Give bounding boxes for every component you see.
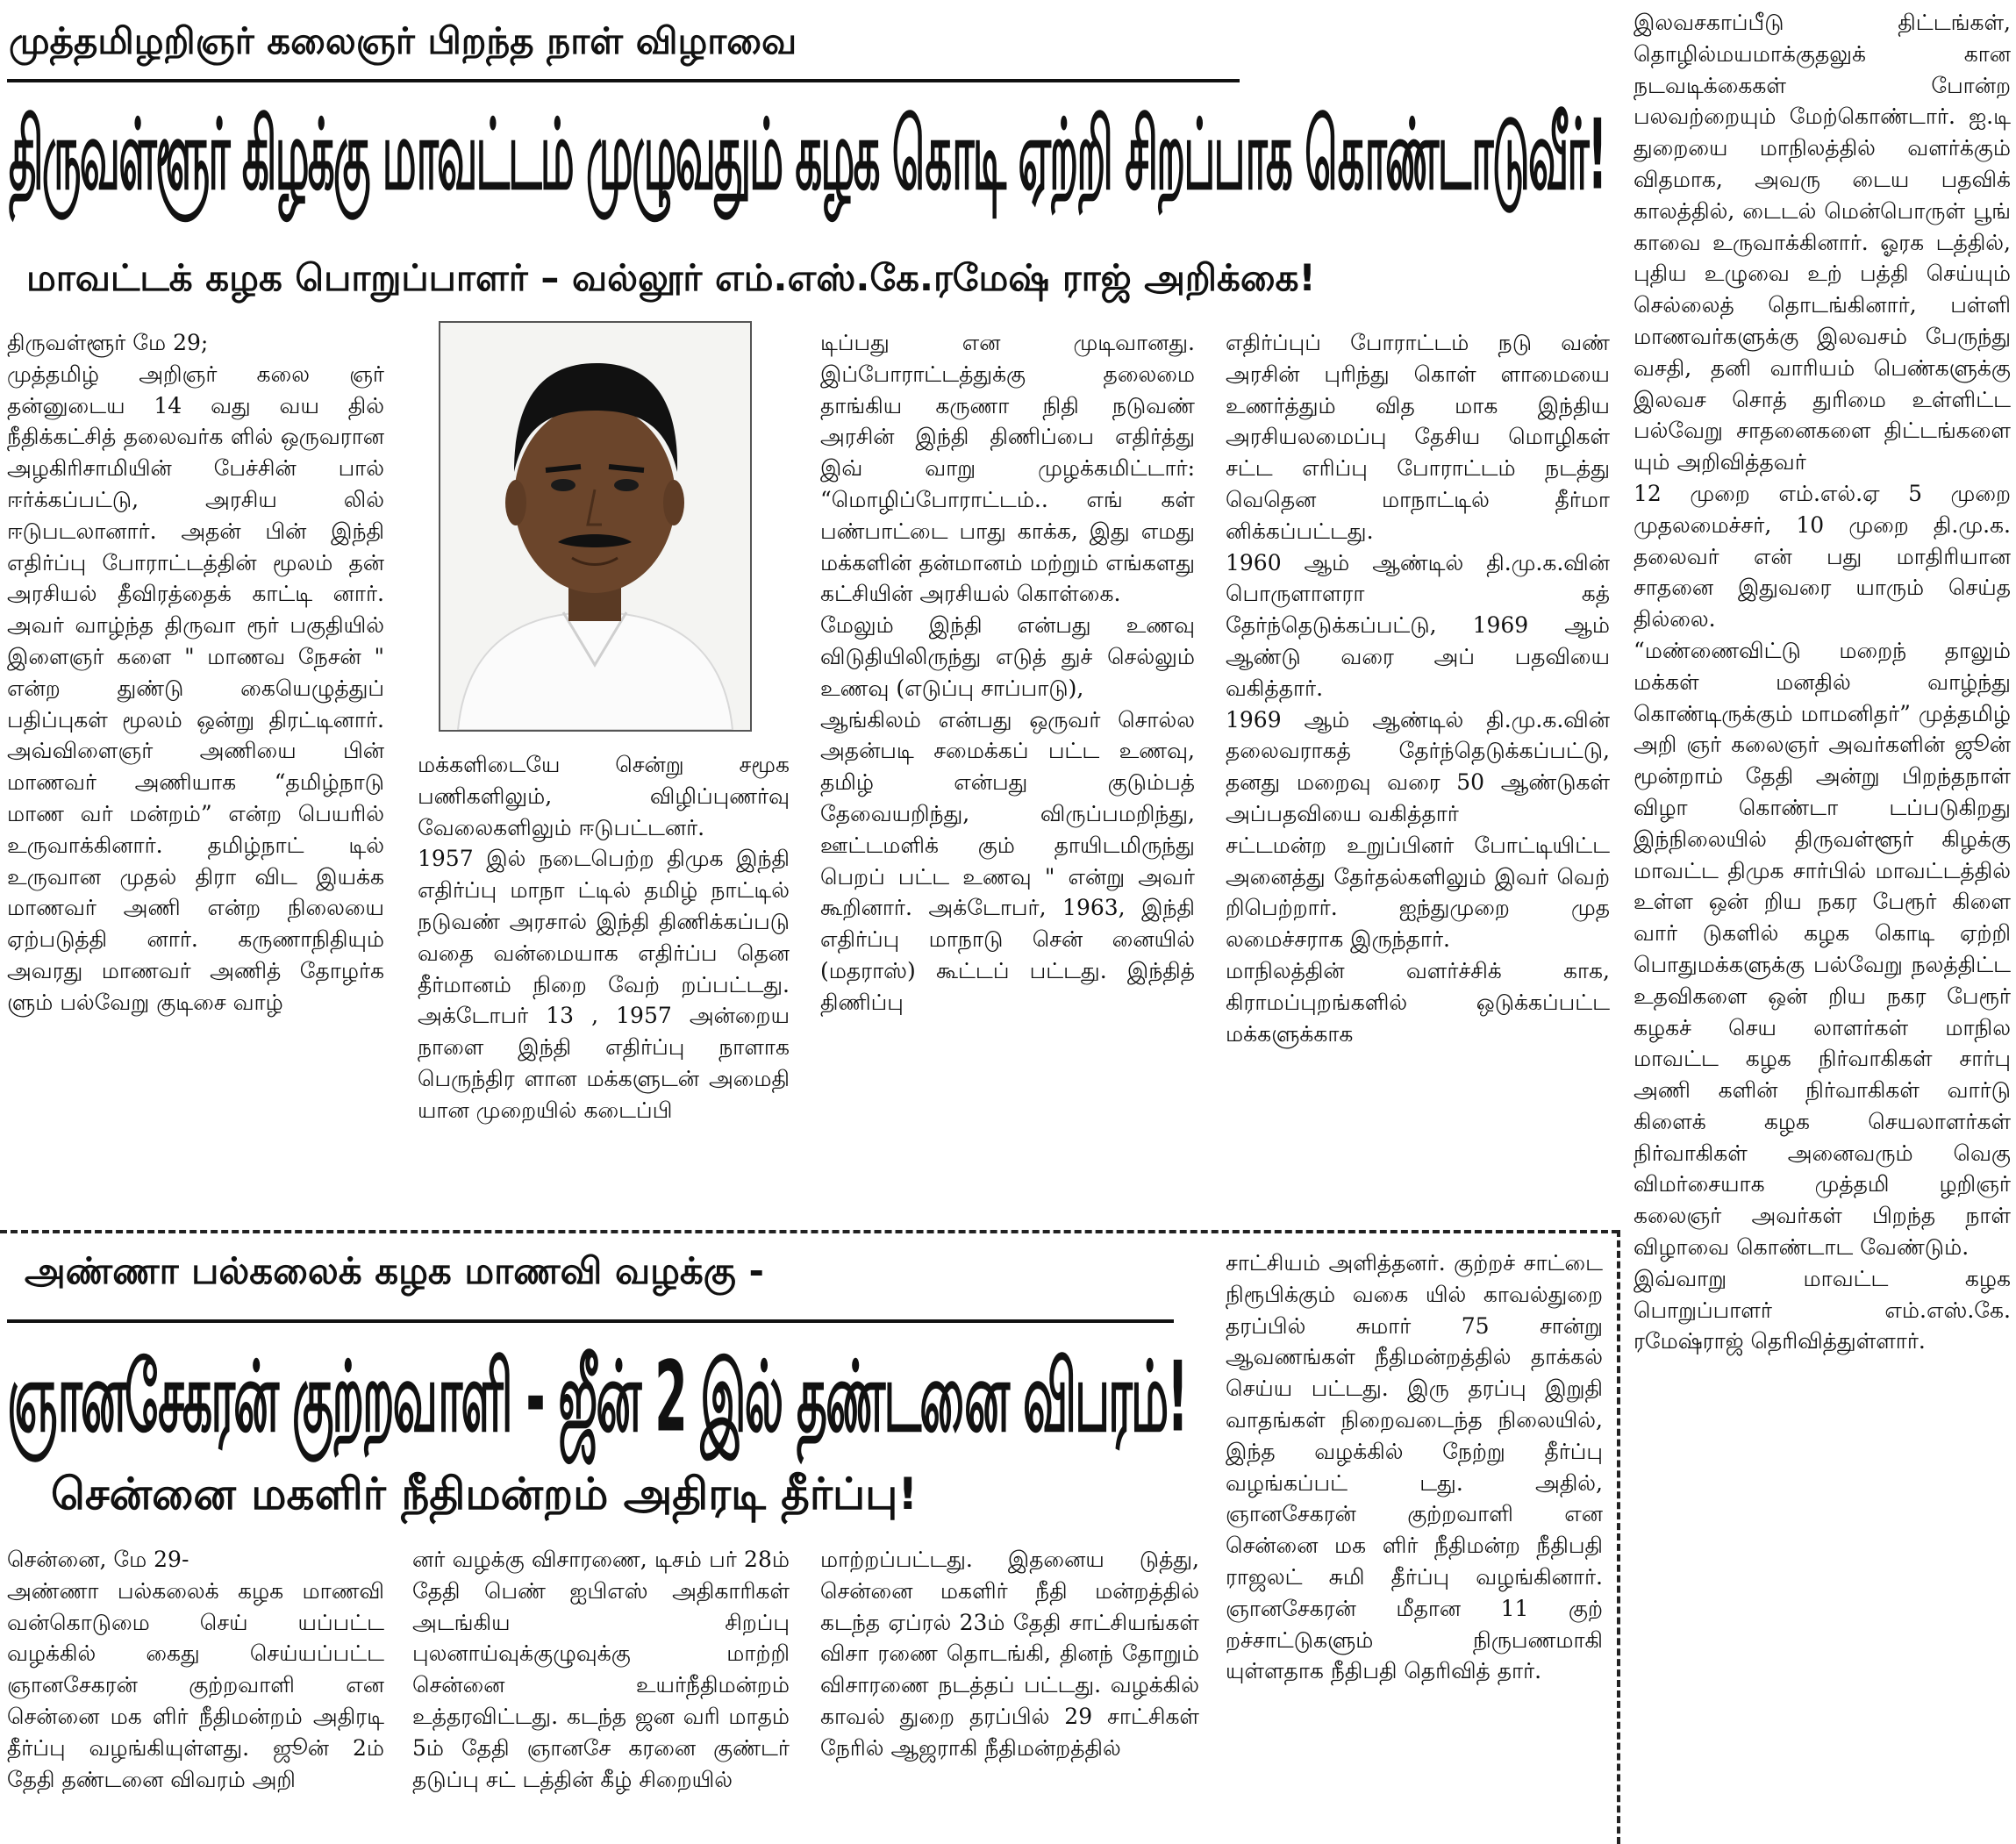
section-divider [0, 1230, 1619, 1233]
kicker-underline [7, 79, 1240, 82]
article2-column-3: மாற்றப்பட்டது. இதனைய டுத்து, சென்னை மகளிர் நீதி மன்றத்தில் கடந்த ஏப்ரல் 23ம் தேதி சாட்சியங்கள் விசா ரணை தொடங்கி, தினந் தோறும் விசாரணை நடத்தப் பட்டது. வழக்கில் காவல் துறை தரப்பில் 29 சாட்சிகள் நேரில் ஆஜராகி நீதிமன்றத்தில் [820, 1547, 1199, 1761]
article2-column-1: சென்னை, மே 29- அண்ணா பல்கலைக் கழக மாணவி வன்கொடுமை செய் யப்பட்ட வழக்கில் கைது செய்யப்பட்ட ஞானசேகரன் குற்றவாளி என சென்னை மக ளிர் நீதிமன்றம் அதிரடி தீர்ப்பு வழங்கியுள்ளது. ஜூன் 2ம் தேதி தண்டனை விவரம் அறி [7, 1547, 384, 1792]
article1-column-3: டிப்பது என முடிவானது. இப்போராட்டத்துக்கு தலைமை தாங்கிய கருணா நிதி நடுவண் அரசின் இந்தி திணிப்பை எதிர்த்து இவ் வாறு முழக்கமிட்டார்: “மொழிப்போராட்டம்.. எங் கள் பண்பாட்டை பாது காக்க, இது எமது மக்களின் தன்மானம் மற்றும் எங்களது கட்சியின் அரசியல் கொள்கை. மேலும் இந்தி என்பது உணவு விடுதியிலிருந்து எடுத் துச் செல்லும் உணவு (எடுப்பு சாப்பாடு), ஆங்கிலம் என்பது ஒருவர் சொல்ல அதன்படி சமைக்கப் பட்ட உணவு, தமிழ் என்பது குடும்பத் தேவையறிந்து, விருப்பமறிந்து, ஊட்டமளிக் கும் தாயிடமிருந்து பெறப் பட்ட உணவு " என்று அவர் கூறினார். அக்டோபர், 1963, இந்தி எதிர்ப்பு மாநாடு சென் னையில் (மதராஸ்) கூட்டப் பட்டது. இந்தித் திணிப்பு [820, 330, 1195, 1015]
article2-subheadline: சென்னை மகளிர் நீதிமன்றம் அதிரடி தீர்ப்பு! [51, 1469, 919, 1519]
article1-kicker: முத்தமிழறிஞர் கலைஞர் பிறந்த நாள் விழாவை [9, 19, 797, 62]
column-divider [1617, 1230, 1620, 1844]
article2-column-2: னர் வழக்கு விசாரணை, டிசம் பர் 28ம் தேதி பெண் ஐபிஎஸ் அதிகாரிகள் அடங்கிய சிறப்பு புலனாய்வுக்குழுவுக்கு மாற்றி சென்னை உயர்நீதிமன்றம் உத்தரவிட்டது. கடந்த ஜன வரி மாதம் 5ம் தேதி ஞானசே கரனை குண்டர் தடுப்பு சட் டத்தின் கீழ் சிறையில் [412, 1547, 790, 1792]
article1-column-4: எதிர்ப்புப் போராட்டம் நடு வண் அரசின் புரிந்து கொள் ளாமையை உணர்த்தும் வித மாக இந்திய அரசியலமைப்பு தேசிய மொழிகள் சட்ட எரிப்பு போராட்டம் நடத்து வெதென மாநாட்டில் தீர்மா னிக்கப்பட்டது. 1960 ஆம் ஆண்டில் தி.மு.க.வின் பொருளாளரா கத் தேர்ந்தெடுக்கப்பட்டு, 1969 ஆம் ஆண்டு வரை அப் பதவியை வகித்தார். 1969 ஆம் ஆண்டில் தி.மு.க.வின் தலைவராகத் தேர்ந்தெடுக்கப்பட்டு, தனது மறைவு வரை 50 ஆண்டுகள் அப்பதவியை வகித்தார் சட்டமன்ற உறுப்பினர் போட்டியிட்ட அனைத்து தேர்தல்களிலும் இவர் வெற் றிபெற்றார். ஐந்துமுறை முத லமைச்சராக இருந்தார். மாநிலத்தின் வளர்ச்சிக் காக, கிராமப்புறங்களில் ஒடுக்கப்பட்ட மக்களுக்காக [1226, 330, 1610, 1047]
article1-column-1: திருவள்ளூர் மே 29; முத்தமிழ் அறிஞர் கலை ஞர் தன்னுடைய 14 வது வய தில் நீதிக்கட்சித் தலைவர்க ளில் ஒருவரான அழகிரிசாமியின் பேச்சின் பால் ஈர்க்கப்பட்டு, அரசிய லில் ஈடுபடலானார். அதன் பின் இந்தி எதிர்ப்பு போராட்டத்தின் மூலம் தன் அரசியல் தீவிரத்தைக் காட்டி னார். அவர் வாழ்ந்த திருவா ரூர் பகுதியில் இளைஞர் களை " மாணவ நேசன் " என்ற துண்டு கையெழுத்துப் பதிப்புகள் மூலம் ஒன்று திரட்டினார். அவ்விளைஞர் அணியை பின் மாணவர் அணியாக “தமிழ்நாடு மாண வர் மன்றம்” என்ற பெயரில் உருவாக்கினார். தமிழ்நாட் டில் உருவான முதல் திரா விட இயக்க மாணவர் அணி என்ற நிலையை ஏற்படுத்தி னார். கருணாநிதியும் அவரது மாணவர் அணித் தோழர்க ளும் பல்வேறு குடிசை வாழ் [7, 330, 384, 1015]
article1-subheadline: மாவட்டக் கழக பொறுப்பாளர் – வல்லூர் எம்.எஸ்.கே.ரமேஷ் ராஜ் அறிக்கை! [26, 256, 1316, 299]
article1-column-2: மக்களிடையே சென்று சமூக பணிகளிலும், விழிப்புணர்வு வேலைகளிலும் ஈடுபட்டனர். 1957 இல் நடைபெற்ற திமுக இந்தி எதிர்ப்பு மாநா ட்டில் தமிழ் நாட்டில் நடுவண் அரசால் இந்தி திணிக்கப்படு வதை வன்மையாக எதிர்ப்ப தென தீர்மானம் நிறை வேற் றப்பட்டது. அக்டோபர் 13 , 1957 அன்றைய நாளை இந்தி எதிர்ப்பு நாளாக பெருந்திர ளான மக்களுடன் அமைதி யான முறையில் கடைப்பி [418, 752, 790, 1123]
article2-column-4: சாட்சியம் அளித்தனர். குற்றச் சாட்டை நிரூபிக்கும் வகை யில் காவல்துறை தரப்பில் சுமார் 75 சான்று ஆவணங்கள் நீதிமன்றத்தில் தாக்கல் செய்ய பட்டது. இரு தரப்பு இறுதி வாதங்கள் நிறைவடைந்த நிலையில், இந்த வழக்கில் நேற்று தீர்ப்பு வழங்கப்பட் டது. அதில், ஞானசேகரன் குற்றவாளி என சென்னை மக ளிர் நீதிமன்ற நீதிபதி ராஜலட் சுமி தீர்ப்பு வழங்கினார். ஞானசேகரன் மீதான 11 குற் றச்சாட்டுகளும் நிருபணமாகி யுள்ளதாக நீதிபதி தெரிவித் தார். [1226, 1250, 1603, 1684]
article2-kicker: அண்ணா பல்கலைக் கழக மாணவி வழக்கு - [25, 1249, 764, 1292]
portrait-image [440, 323, 750, 730]
article1-column-5: இலவசகாப்பீடு திட்டங்கள், தொழில்மயமாக்குதலுக் கான நடவடிக்கைகள் போன்ற பலவற்றையும் மேற்கொண்டார். ஐ.டி துறையை மாநிலத்தில் வளர்க்கும் விதமாக, அவரு டைய பதவிக் காலத்தில், டைடல் மென்பொருள் பூங் காவை உருவாக்கினார். ஓரக டத்தில், புதிய உழுவை உற் பத்தி செய்யும் செல்லைத் தொடங்கினார், பள்ளி மாணவர்களுக்கு இலவசம் பேருந்து வசதி, தனி வாரியம் பெண்களுக்கு இலவச சொத் துரிமை உள்ளிட்ட பல்வேறு சாதனைகளை திட்டங்களை யும் அறிவித்தவர் 12 முறை எம்.எல்.ஏ 5 முறை முதலமைச்சர், 10 முறை தி.மு.க. தலைவர் என் பது மாதிரியான சாதனை இதுவரை யாரும் செய்த தில்லை. “மண்ணைவிட்டு மறைந் தாலும் மக்கள் மனதில் வாழ்ந்து கொண்டிருக்கும் மாமனிதர்” முத்தமிழ் அறி ஞர் கலைஞர் அவர்களின் ஜூன் மூன்றாம் தேதி அன்று பிறந்தநாள் விழா கொண்டா டப்படுகிறது இந்நிலையில் திருவள்ளூர் கிழக்கு மாவட்ட திமுக சார்பில் மாவட்டத்தில் உள்ள ஒன் றிய நகர பேரூர் கிளை வார் டுகளில் கழக கொடி ஏற்றி பொதுமக்களுக்கு பல்வேறு நலத்திட்ட உதவிகளை ஒன் றிய நகர பேரூர் கழகச் செய லாளர்கள் மாநில மாவட்ட கழக நிர்வாகிகள் சார்பு அணி களின் நிர்வாகிகள் வார்டு கிளைக் கழக செயலாளர்கள் நிர்வாகிகள் அனைவரும் வெகு விமர்சையாக முத்தமி ழறிஞர் கலைஞர் அவர்கள் பிறந்த நாள் விழாவை கொண்டாட வேண்டும். இவ்வாறு மாவட்ட கழக பொறுப்பாளர் எம்.எஸ்.கே. ரமேஷ்ராஜ் தெரிவித்துள்ளார். [1634, 10, 2011, 1354]
author-photo [439, 321, 752, 732]
article2-kicker-underline [7, 1319, 1174, 1323]
article1-headline: திருவள்ளூர் கிழக்கு மாவட்டம் முழுவதும் கழக கொடி ஏற்றி சிறப்பாக கொண்டாடுவீர்! [9, 98, 1606, 212]
article2-headline: ஞானசேகரன் குற்றவாளி - ஜீன் 2 இல் தண்டனை விபரம்! [7, 1340, 1187, 1454]
